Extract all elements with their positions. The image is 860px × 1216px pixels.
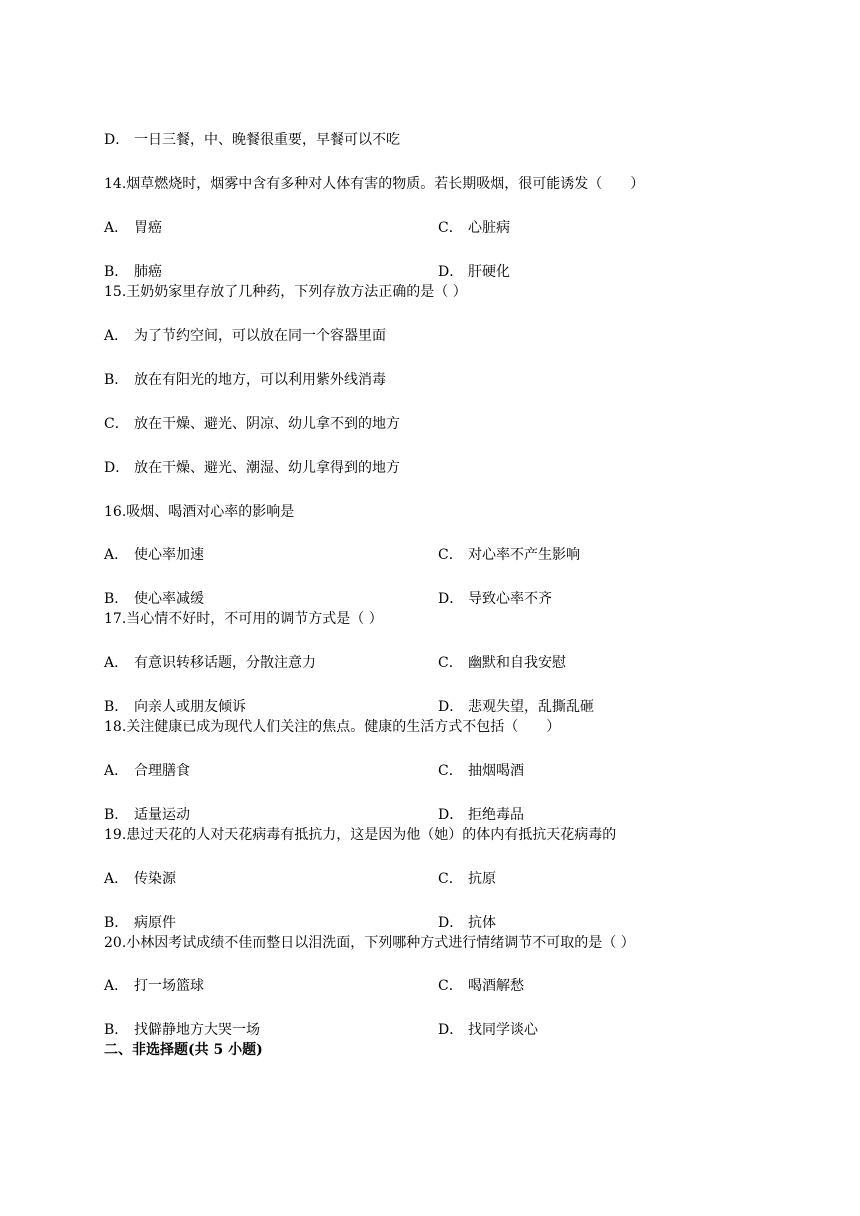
option-label: A． [104, 220, 129, 236]
option-label: D． [438, 807, 464, 823]
option-label: D． [438, 699, 464, 715]
option-label: B． [104, 591, 129, 607]
option-text: 使心率减缓 [134, 591, 204, 607]
q14-option-c [438, 219, 510, 237]
option-text: 抽烟喝酒 [468, 763, 524, 779]
q18-option-c [438, 762, 524, 780]
q16-stem: 16.吸烟、喝酒对心率的影响是 [104, 504, 295, 520]
option-text: 合理膳食 [134, 763, 190, 779]
q17-option-c [438, 654, 566, 672]
option-text: 喝酒解愁 [468, 978, 524, 994]
option-text: 导致心率不齐 [468, 591, 552, 607]
option-text: 抗体 [468, 915, 496, 931]
q20-option-d [438, 1021, 538, 1039]
option-label: B． [104, 807, 129, 823]
q20-option-b [104, 1021, 260, 1039]
option-label: A． [104, 978, 129, 994]
option-text: 一日三餐，中、晚餐很重要，早餐可以不吃 [134, 132, 400, 148]
q14-stem: 14.烟草燃烧时，烟雾中含有多种对人体有害的物质。若长期吸烟，很可能诱发（ ） [104, 176, 645, 192]
section-heading-non-choice: 二、非选择题(共 5 小题) [104, 1042, 263, 1058]
q20-stem: 20.小林因考试成绩不佳而整日以泪洗面，下列哪种方式进行情绪调节不可取的是（ ） [104, 935, 635, 951]
q20-option-c [438, 977, 524, 995]
option-label: A． [104, 871, 129, 887]
option-label: D． [104, 132, 130, 148]
option-label: A． [104, 655, 129, 671]
q19-option-b [104, 914, 176, 932]
option-text: 病原件 [134, 915, 176, 931]
option-text: 肝硬化 [468, 264, 510, 280]
q19-option-a [104, 870, 176, 888]
option-text: 有意识转移话题，分散注意力 [134, 655, 316, 671]
q17-option-d [438, 698, 594, 716]
q16-option-a [104, 546, 204, 564]
q14-option-d [438, 263, 510, 281]
option-label: B． [104, 699, 129, 715]
q17-option-b [104, 698, 246, 716]
option-text: 拒绝毒品 [468, 807, 524, 823]
option-text: 使心率加速 [134, 547, 204, 563]
q18-option-a [104, 762, 190, 780]
option-label: D． [438, 591, 464, 607]
option-text: 肺癌 [134, 264, 162, 280]
option-text: 幽默和自我安慰 [468, 655, 566, 671]
option-label: C． [438, 655, 463, 671]
q19-option-c [438, 870, 496, 888]
option-text: 对心率不产生影响 [468, 547, 580, 563]
option-text: 放在干燥、避光、阴凉、幼儿拿不到的地方 [134, 416, 400, 432]
q13-option-d [104, 131, 400, 149]
q17-stem: 17.当心情不好时，不可用的调节方式是（ ） [104, 611, 383, 627]
option-text: 找僻静地方大哭一场 [134, 1022, 260, 1038]
q19-stem: 19.患过天花的人对天花病毒有抵抗力，这是因为他（她）的体内有抵抗天花病毒的 [104, 827, 617, 843]
option-label: D． [438, 264, 464, 280]
q16-option-b [104, 590, 204, 608]
q14-option-a [104, 219, 162, 237]
option-label: B． [104, 1022, 129, 1038]
option-label: C． [438, 978, 463, 994]
q15-option-b [104, 371, 386, 389]
q15-option-a [104, 327, 386, 345]
option-label: C． [104, 416, 129, 432]
q16-option-d [438, 590, 552, 608]
option-label: D． [438, 915, 464, 931]
option-text: 心脏病 [468, 220, 510, 236]
q17-option-a [104, 654, 316, 672]
option-text: 悲观失望，乱撕乱砸 [468, 699, 594, 715]
option-label: C． [438, 547, 463, 563]
option-text: 胃癌 [134, 220, 162, 236]
option-text: 找同学谈心 [468, 1022, 538, 1038]
option-text: 向亲人或朋友倾诉 [134, 699, 246, 715]
q14-option-b [104, 263, 162, 281]
q18-stem: 18.关注健康已成为现代人们关注的焦点。健康的生活方式不包括（ ） [104, 719, 561, 735]
option-label: D． [104, 460, 130, 476]
option-label: C． [438, 763, 463, 779]
q18-option-b [104, 806, 190, 824]
option-text: 打一场篮球 [134, 978, 204, 994]
q15-stem: 15.王奶奶家里存放了几种药，下列存放方法正确的是（ ） [104, 284, 467, 300]
option-label: A． [104, 547, 129, 563]
q16-option-c [438, 546, 580, 564]
option-text: 放在有阳光的地方，可以利用紫外线消毒 [134, 372, 386, 388]
option-label: A． [104, 328, 129, 344]
option-label: C． [438, 871, 463, 887]
option-label: B． [104, 915, 129, 931]
option-label: C． [438, 220, 463, 236]
option-label: B． [104, 372, 129, 388]
q19-option-d [438, 914, 496, 932]
q18-option-d [438, 806, 524, 824]
option-text: 抗原 [468, 871, 496, 887]
option-text: 放在干燥、避光、潮湿、幼儿拿得到的地方 [134, 460, 400, 476]
option-text: 传染源 [134, 871, 176, 887]
option-label: A． [104, 763, 129, 779]
option-text: 适量运动 [134, 807, 190, 823]
option-label: D． [438, 1022, 464, 1038]
option-label: B． [104, 264, 129, 280]
q15-option-c [104, 415, 400, 433]
q20-option-a [104, 977, 204, 995]
option-text: 为了节约空间，可以放在同一个容器里面 [134, 328, 386, 344]
q15-option-d [104, 459, 400, 477]
